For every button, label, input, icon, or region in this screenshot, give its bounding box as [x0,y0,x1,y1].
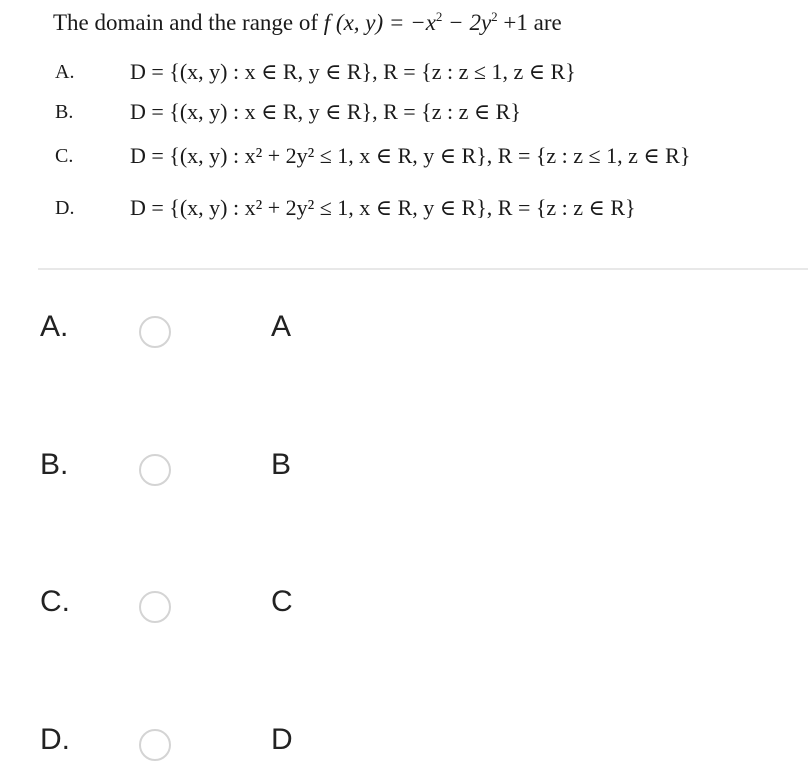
radio-button-c[interactable] [139,591,171,623]
stem-middle: − 2y [442,10,492,35]
answer-label: C [271,585,293,618]
question-option-d [0,193,808,229]
stem-function: f (x, y) = −x [323,10,436,35]
answer-letter: A. [40,310,69,343]
stem-prefix: The domain and the range of [53,10,324,35]
answer-letter: B. [40,448,69,481]
question-option-math: D = {(x, y) : x ∈ R, y ∈ R}, R = {z : z ≤ 1, z ∈ R} [130,59,576,84]
stem-suffix: +1 are [497,10,562,35]
question-option-b [0,97,808,133]
question-option-c [0,141,808,177]
question-option-math: D = {(x, y) : x² + 2y² ≤ 1, x ∈ R, y ∈ R}, R = {z : z ≤ 1, z ∈ R} [130,143,691,168]
radio-button-a[interactable] [139,316,171,348]
answer-letter: D. [40,723,70,756]
stem-exponent: 2 [435,9,443,24]
stem-exponent: 2 [491,9,498,24]
answer-choice-b[interactable] [0,440,808,500]
answer-label: D [271,723,293,756]
radio-button-d[interactable] [139,729,171,761]
answer-letter: C. [40,585,70,618]
question-block [0,0,808,270]
answer-label: A [271,310,292,343]
question-option-letter: A. [55,61,75,83]
divider [38,268,808,270]
question-option-math: D = {(x, y) : x² + 2y² ≤ 1, x ∈ R, y ∈ R}, R = {z : z ∈ R} [130,195,636,220]
question-option-letter: C. [55,145,74,167]
answer-label: B [271,448,292,481]
answer-choice-a[interactable] [0,302,808,362]
question-stem [53,10,562,36]
question-option-letter: D. [55,197,75,219]
question-option-letter: B. [55,101,74,123]
question-option-math: D = {(x, y) : x ∈ R, y ∈ R}, R = {z : z ∈ R} [130,99,521,124]
question-option-a [0,57,808,93]
answer-choice-d[interactable] [0,715,808,775]
answer-choice-c[interactable] [0,577,808,637]
radio-button-b[interactable] [139,454,171,486]
